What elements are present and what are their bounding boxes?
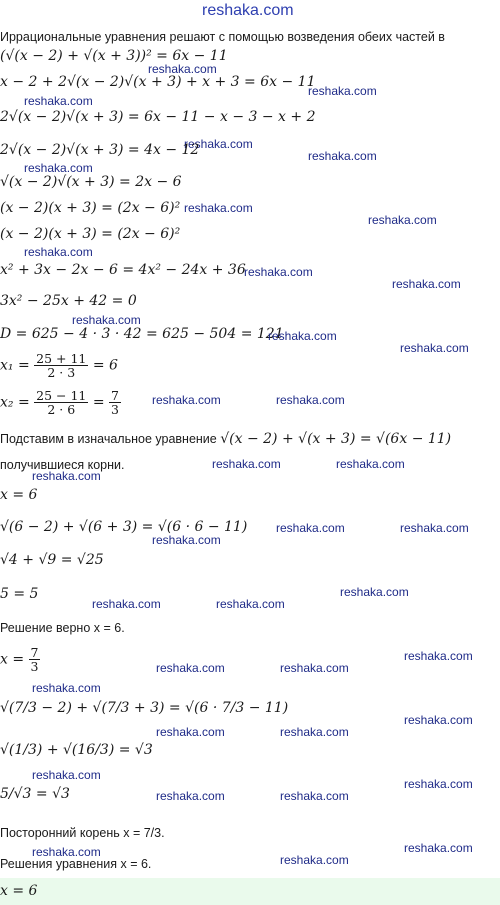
equation-7: (x − 2)(x + 3) = (2x − 6)²	[0, 226, 181, 242]
watermark: reshaka.com	[24, 161, 93, 175]
watermark: reshaka.com	[268, 329, 337, 343]
answer-value: x = 6	[0, 883, 38, 899]
watermark: reshaka.com	[184, 201, 253, 215]
x2-denominator: 2 · 6	[47, 402, 76, 417]
watermark: reshaka.com	[212, 457, 281, 471]
extraneous-root: Посторонний корень x = 7/3.	[0, 826, 165, 840]
x1-denominator: 2 · 3	[47, 365, 76, 380]
watermark: reshaka.com	[280, 789, 349, 803]
watermark: reshaka.com	[32, 681, 101, 695]
x2-fraction	[34, 389, 88, 416]
watermark: reshaka.com	[92, 597, 161, 611]
watermark: reshaka.com	[280, 661, 349, 675]
watermark: reshaka.com	[404, 841, 473, 855]
check-ok: Решение верно x = 6.	[0, 621, 125, 635]
watermark: reshaka.com	[392, 277, 461, 291]
watermark: reshaka.com	[156, 661, 225, 675]
watermark: reshaka.com	[184, 137, 253, 151]
watermark: reshaka.com	[400, 341, 469, 355]
x2-result-numerator: 7	[111, 388, 119, 403]
check-text-2: получившиеся корни.	[0, 458, 125, 472]
watermark: reshaka.com	[276, 521, 345, 535]
watermark: reshaka.com	[156, 789, 225, 803]
root-x2	[0, 389, 121, 416]
equation-8: x² + 3x − 2x − 6 = 4x² − 24x + 36	[0, 262, 246, 278]
root-x1	[0, 352, 118, 379]
watermark: reshaka.com	[32, 469, 101, 483]
watermark: reshaka.com	[276, 393, 345, 407]
x1-fraction	[34, 352, 88, 379]
watermark: reshaka.com	[156, 725, 225, 739]
watermark: reshaka.com	[148, 62, 217, 76]
watermark: reshaka.com	[404, 777, 473, 791]
x2-result-denominator: 3	[111, 402, 119, 417]
watermark: reshaka.com	[404, 649, 473, 663]
watermark: reshaka.com	[308, 149, 377, 163]
equation-3: 2√(x − 2)√(x + 3) = 6x − 11 − x − 3 − x + 2	[0, 109, 316, 125]
watermark: reshaka.com	[368, 213, 437, 227]
watermark: reshaka.com	[216, 597, 285, 611]
x73-fraction	[29, 646, 41, 673]
equation-10: D = 625 − 4 · 3 · 42 = 625 − 504 = 121	[0, 326, 284, 342]
x1-value: = 6	[92, 357, 118, 374]
answer-box	[0, 878, 500, 905]
x1-numerator: 25 + 11	[36, 351, 87, 366]
watermark: reshaka.com	[32, 768, 101, 782]
check-eq-3: 5 = 5	[0, 586, 39, 602]
watermark: reshaka.com	[24, 94, 93, 108]
watermark: reshaka.com	[400, 521, 469, 535]
equation-5: √(x − 2)√(x + 3) = 2x − 6	[0, 174, 182, 190]
x1-label: x₁ =	[0, 357, 30, 374]
check-x6: x = 6	[0, 487, 38, 503]
watermark: reshaka.com	[280, 853, 349, 867]
solution-text: Решения уравнения x = 6.	[0, 857, 152, 871]
watermark: reshaka.com	[336, 457, 405, 471]
watermark: reshaka.com	[24, 245, 93, 259]
intro-text: Иррациональные уравнения решают с помощью возведения обеих частей в	[0, 30, 445, 44]
check2-eq-2: √(1/3) + √(16/3) = √3	[0, 742, 153, 758]
watermark: reshaka.com	[152, 533, 221, 547]
check2-eq-1: √(7/3 − 2) + √(7/3 + 3) = √(6 · 7/3 − 11)	[0, 700, 289, 716]
watermark: reshaka.com	[308, 84, 377, 98]
check-intro	[0, 431, 451, 447]
x2-result-fraction	[109, 389, 121, 416]
x73-label: x =	[0, 651, 25, 668]
x2-numerator: 25 − 11	[36, 388, 87, 403]
check2-eq-3: 5/√3 = √3	[0, 786, 70, 802]
x2-label: x₂ =	[0, 394, 30, 411]
x73-denominator: 3	[30, 659, 39, 674]
equation-2: x − 2 + 2√(x − 2)√(x + 3) + x + 3 = 6x − 11	[0, 74, 316, 90]
equation-1: (√(x − 2) + √(x + 3))² = 6x − 11	[0, 48, 228, 64]
equation-4: 2√(x − 2)√(x + 3) = 4x − 12	[0, 142, 200, 158]
watermark: reshaka.com	[32, 845, 101, 859]
check-x73	[0, 646, 40, 673]
x2-equals: =	[92, 394, 105, 411]
check-eq-2: √4 + √9 = √25	[0, 552, 104, 568]
watermark-top: reshaka.com	[202, 2, 294, 19]
equation-9: 3x² − 25x + 42 = 0	[0, 293, 137, 309]
watermark: reshaka.com	[72, 313, 141, 327]
watermark: reshaka.com	[152, 393, 221, 407]
watermark: reshaka.com	[280, 725, 349, 739]
original-equation: √(x − 2) + √(x + 3) = √(6x − 11)	[220, 431, 452, 447]
watermark: reshaka.com	[404, 713, 473, 727]
watermark: reshaka.com	[244, 265, 313, 279]
check-eq-1: √(6 − 2) + √(6 + 3) = √(6 · 6 − 11)	[0, 519, 248, 535]
watermark: reshaka.com	[340, 585, 409, 599]
x73-numerator: 7	[30, 645, 39, 660]
equation-6: (x − 2)(x + 3) = (2x − 6)²	[0, 200, 181, 216]
check-text: Подставим в изначальное уравнение	[0, 432, 217, 446]
